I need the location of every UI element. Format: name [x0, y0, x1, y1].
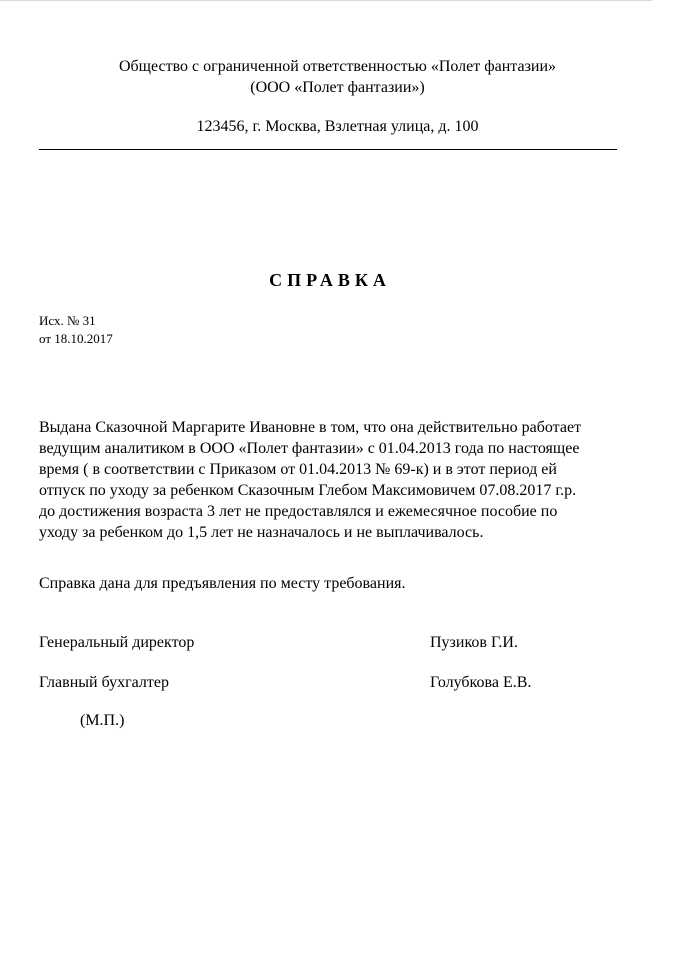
- document-date: от 18.10.2017: [39, 331, 113, 346]
- outgoing-number: Исх. № 31: [39, 313, 96, 328]
- body-line: время ( в соответствии с Приказом от 01.04.2013 № 69-к) и в этот период ей: [39, 461, 557, 478]
- document-body: [39, 417, 629, 543]
- accountant-title: Главный бухгалтер: [39, 674, 169, 691]
- purpose-statement: Справка дана для предъявления по месту требования.: [39, 575, 406, 592]
- body-line: уходу за ребенком до 1,5 лет не назначалось и не выплачивалось.: [39, 524, 484, 541]
- organization-full-name: Общество с ограниченной ответственностью «Полет фантазии»: [118, 58, 557, 75]
- body-line: отпуск по уходу за ребенком Сказочным Глебом Максимовичем 07.08.2017 г.р.: [39, 482, 577, 499]
- stamp-placeholder: (М.П.): [80, 712, 125, 729]
- body-line: Выдана Сказочной Маргарите Ивановне в том, что она действительно работает: [39, 419, 582, 436]
- body-line: до достижения возраста 3 лет не предоставлялся и ежемесячное пособие по: [39, 503, 558, 520]
- organization-address: 123456, г. Москва, Взлетная улица, д. 100: [196, 118, 479, 135]
- director-title: Генеральный директор: [39, 634, 195, 651]
- accountant-name: Голубкова Е.В.: [430, 674, 532, 691]
- body-line: ведущим аналитиком в ООО «Полет фантазии» с 01.04.2013 года по настоящее: [39, 440, 580, 457]
- organization-short-name: (ООО «Полет фантазии»): [250, 79, 425, 96]
- document-title: СПРАВКА: [269, 270, 391, 290]
- header-divider: [39, 149, 617, 150]
- director-name: Пузиков Г.И.: [430, 634, 518, 651]
- top-rule: [0, 0, 652, 1]
